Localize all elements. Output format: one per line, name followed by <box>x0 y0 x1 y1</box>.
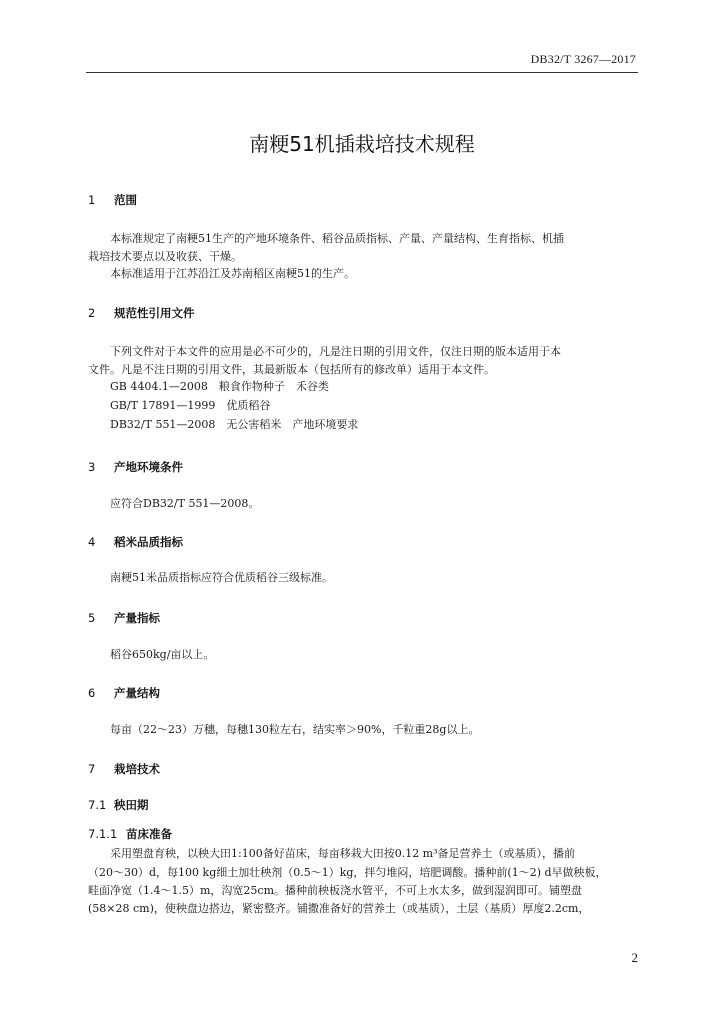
section-number: 7.1.1 <box>88 827 118 841</box>
paragraph-line: 本标准规定了南粳51生产的产地环境条件、稻谷品质指标、产量、产量结构、生育指标、机插 <box>110 232 564 245</box>
section-2-heading <box>88 305 195 321</box>
paragraph-line: 文件。凡是不注日期的引用文件，其最新版本（包括所有的修改单）适用于本文件。 <box>88 363 495 376</box>
section-title: 产量结构 <box>114 686 160 700</box>
paragraph-line: （20～30）d，每100 kg细土加壮秧剂（0.5～1）kg，拌匀堆闷，培肥调酸。播种前(1～2) d早做秧板， <box>88 866 607 879</box>
standard-code: DB32/T 3267—2017 <box>530 52 636 66</box>
section-title: 秧田期 <box>114 798 149 812</box>
section-number: 5 <box>88 611 96 625</box>
section-number: 3 <box>88 460 96 474</box>
reference-item: GB/T 17891—1999 优质稻谷 <box>110 399 271 412</box>
section-title: 苗床准备 <box>126 827 172 841</box>
section-number: 1 <box>88 193 96 207</box>
paragraph-line: 应符合DB32/T 551—2008。 <box>110 497 260 510</box>
section-title: 栽培技术 <box>114 762 160 776</box>
paragraph-line: 南粳51米品质指标应符合优质稻谷三级标准。 <box>110 571 333 584</box>
section-title: 范围 <box>114 193 137 207</box>
header-rule <box>86 72 638 73</box>
section-number: 2 <box>88 306 96 320</box>
paragraph-line: 采用塑盘育秧，以秧大田1:100备好苗床，每亩移栽大田按0.12 m³备足营养土（或基质），播前 <box>110 847 576 860</box>
section-1-heading <box>88 192 137 208</box>
section-title: 产地环境条件 <box>114 460 183 474</box>
section-title: 产量指标 <box>114 611 160 625</box>
subsection-7-1-heading <box>88 797 149 813</box>
paragraph-line: 本标准适用于江苏沿江及苏南稻区南粳51的生产。 <box>110 267 355 280</box>
paragraph-line: 下列文件对于本文件的应用是必不可少的，凡是注日期的引用文件，仅注日期的版本适用于本 <box>110 345 561 358</box>
section-6-heading <box>88 685 160 701</box>
reference-item: GB 4404.1—2008 粮食作物种子 禾谷类 <box>110 380 329 393</box>
document-title: 南粳51机插栽培技术规程 <box>249 132 475 156</box>
section-number: 7 <box>88 762 96 776</box>
paragraph-line: 每亩（22～23）万穗，每穗130粒左右，结实率＞90%，千粒重28g以上。 <box>110 723 480 736</box>
section-4-heading <box>88 534 183 550</box>
section-5-heading <box>88 610 160 626</box>
section-7-heading <box>88 761 160 777</box>
section-title: 规范性引用文件 <box>114 306 195 320</box>
paragraph-line: (58×28 cm)，使秧盘边搭边，紧密整齐。铺撒准备好的营养土（或基质），土层（基质）厚度2.2cm， <box>88 902 590 915</box>
section-number: 7.1 <box>88 798 107 812</box>
section-number: 6 <box>88 686 96 700</box>
page-number: 2 <box>631 950 638 965</box>
reference-item: DB32/T 551—2008 无公害稻米 产地环境要求 <box>110 418 359 431</box>
subsection-7-1-1-heading <box>88 826 172 842</box>
section-3-heading <box>88 459 183 475</box>
paragraph-line: 畦面净宽（1.4～1.5）m，沟宽25cm。播种前秧板浇水管平，不可上水太多，做到湿润即可。铺塑盘 <box>88 884 583 897</box>
paragraph-line: 栽培技术要点以及收获、干燥。 <box>88 250 242 263</box>
paragraph-line: 稻谷650kg/亩以上。 <box>110 648 215 661</box>
section-number: 4 <box>88 535 96 549</box>
section-title: 稻米品质指标 <box>114 535 183 549</box>
